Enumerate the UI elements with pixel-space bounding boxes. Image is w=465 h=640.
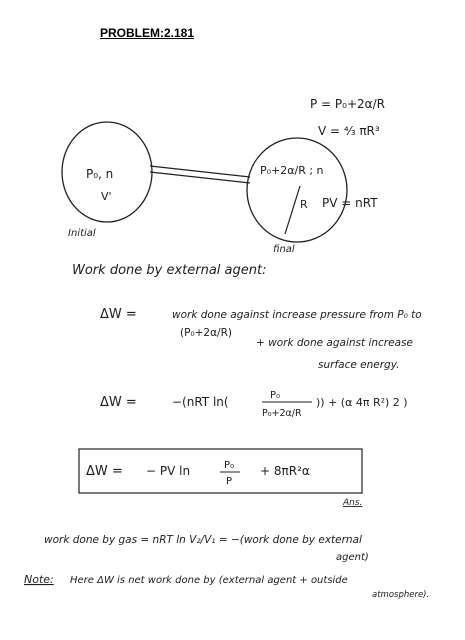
gas-law-formula: PV = nRT — [322, 196, 378, 210]
problem-title: PROBLEM:2.181 — [100, 26, 195, 40]
line1-text-d: surface energy. — [318, 359, 400, 371]
line1-text-a: work done against increase pressure from P₀ to — [172, 309, 422, 321]
delta-w-lhs-1: ΔW = — [100, 307, 137, 322]
tube-top-line — [150, 166, 250, 177]
line1-text-b: (P₀+2α/R) — [180, 327, 232, 339]
answer-frac-num: P₀ — [224, 460, 235, 471]
note-label: Note: — [24, 573, 54, 586]
final-caption: final — [273, 244, 295, 255]
note-text: Here ΔW is net work done by (external agent + outside — [70, 575, 348, 586]
answer-part2: + 8πR²α — [260, 464, 310, 478]
answer-tag: Ans. — [343, 498, 363, 508]
radius-line — [285, 186, 300, 234]
line2-frac-num: P₀ — [270, 390, 281, 401]
volume-formula: V = ⁴⁄₃ πR³ — [318, 124, 380, 138]
gas-work-text2: agent) — [336, 552, 369, 563]
line1-text-c: + work done against increase — [256, 337, 413, 349]
work-heading: Work done by external agent: — [72, 263, 267, 278]
answer-lhs: ΔW = — [86, 464, 123, 479]
initial-volume-label: V' — [101, 190, 112, 203]
pressure-formula: P = P₀+2α/R — [310, 97, 385, 111]
final-bubble — [247, 138, 347, 242]
answer-frac-den: P — [226, 476, 233, 487]
line2-part2: )) + (α 4π R²) 2 ) — [316, 396, 408, 409]
tube-bottom-line — [150, 172, 250, 183]
line2-frac-den: P₀+2α/R — [262, 408, 302, 419]
delta-w-lhs-2: ΔW = — [100, 395, 137, 410]
gas-work-text: work done by gas = nRT ln V₂/V₁ = −(work done by external — [44, 534, 362, 546]
line2-part1: −(nRT ln( — [172, 395, 229, 409]
final-state-label: P₀+2α/R ; n — [260, 164, 324, 177]
initial-caption: Initial — [68, 228, 96, 239]
initial-state-label: P₀, n — [86, 167, 114, 181]
answer-part1: − PV ln — [146, 464, 191, 478]
radius-label: R — [300, 198, 308, 211]
note-text2: atmosphere). — [372, 590, 430, 600]
